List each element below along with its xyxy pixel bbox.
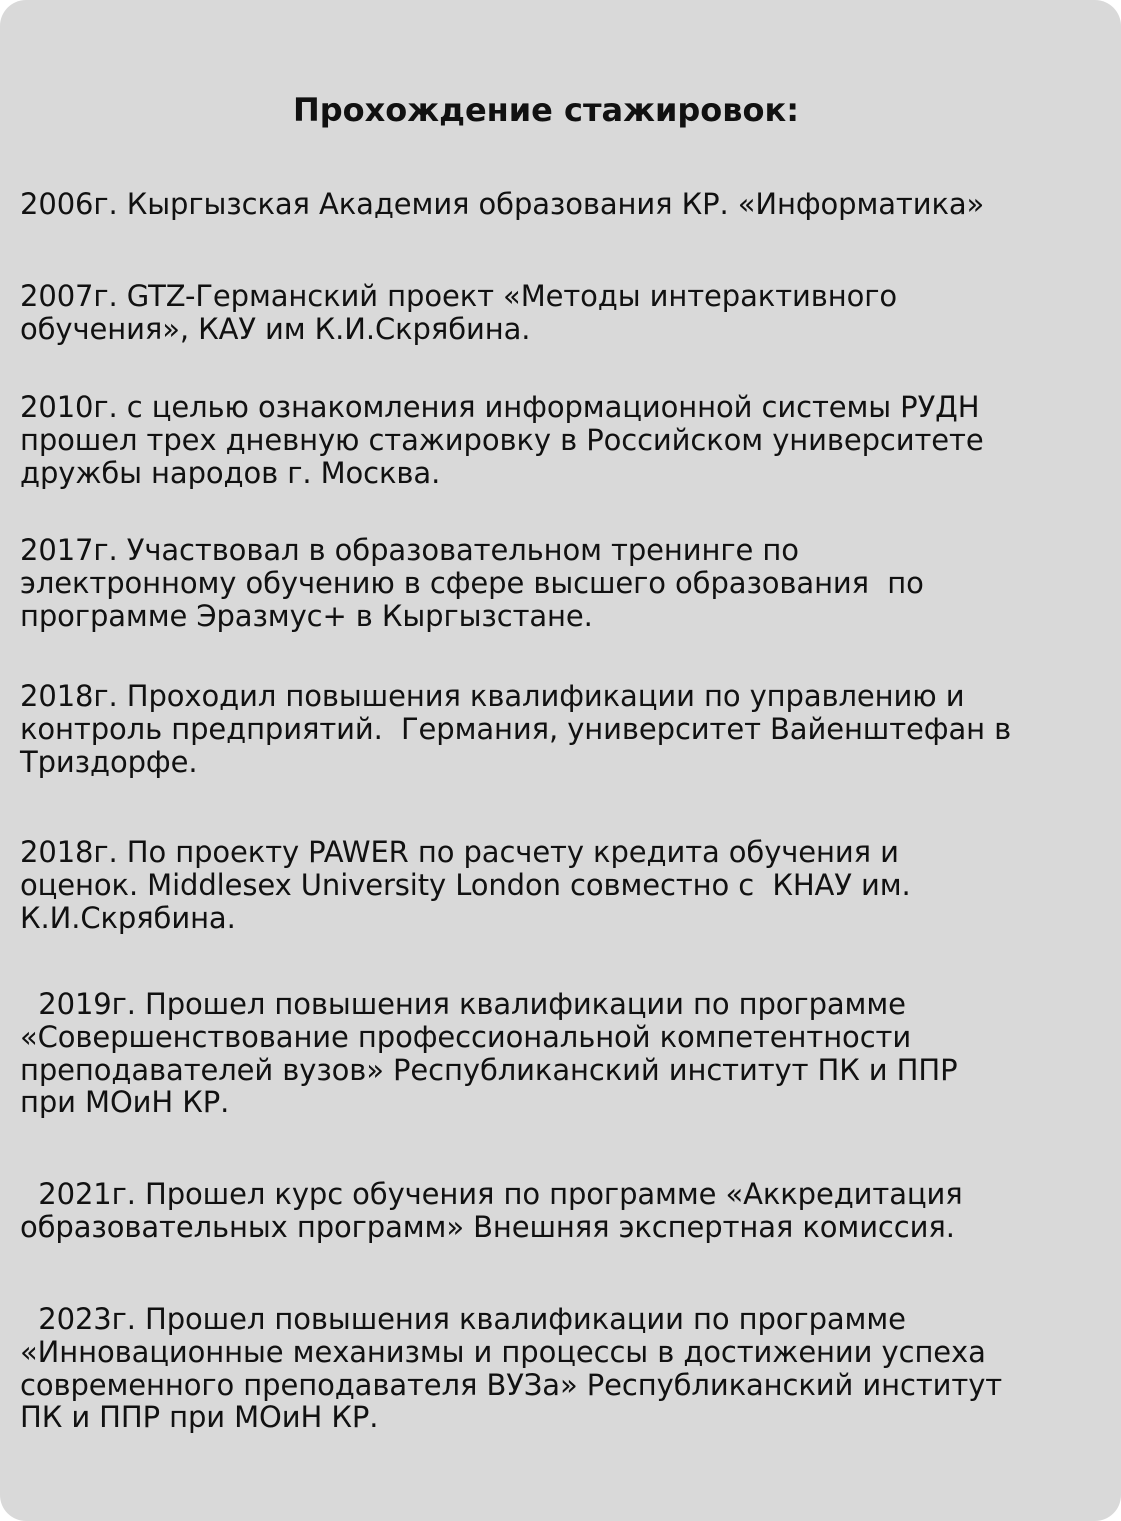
page-title: Прохождение стажировок:	[292, 91, 800, 129]
internship-entry-2018-pawer: 2018г. По проекту PAWER по расчету кредита обучения и оценок. Middlesex University London совместно с КНАУ им. К.И.Скрябина.	[20, 835, 911, 935]
internship-entry-2019: 2019г. Прошел повышения квалификации по программе «Совершенствование профессиональной компетентности преподавателей вузов» Республиканский институт ПК и ППР при МОиН КР.	[20, 987, 958, 1120]
internship-entry-2007: 2007г. GTZ-Германский проект «Методы интерактивного обучения», КАУ им К.И.Скрябина.	[20, 279, 898, 346]
internship-entry-2018-germany: 2018г. Проходил повышения квалификации по управлению и контроль предприятий. Германия, университет Вайенштефан в Триздорфе.	[20, 679, 1012, 779]
internship-entry-2023: 2023г. Прошел повышения квалификации по программе «Инновационные механизмы и процессы в достижении успеха современного преподавателя ВУЗа» Республиканский институт ПК и ППР при МОиН КР.	[20, 1302, 1003, 1435]
internship-entry-2010: 2010г. с целью ознакомления информационной системы РУДН прошел трех дневную стажировку в Российском университете дружбы народов г. Москва.	[20, 390, 984, 490]
internship-entry-2006: 2006г. Кыргызская Академия образования КР. «Информатика»	[20, 187, 985, 221]
internship-entry-2021: 2021г. Прошел курс обучения по программе «Аккредитация образовательных программ» Внешняя экспертная комиссия.	[20, 1177, 963, 1244]
internship-entry-2017: 2017г. Участвовал в образовательном тренинге по электронному обучению в сфере высшего образования по программе Эразмус+ в Кыргызстане.	[20, 533, 924, 633]
